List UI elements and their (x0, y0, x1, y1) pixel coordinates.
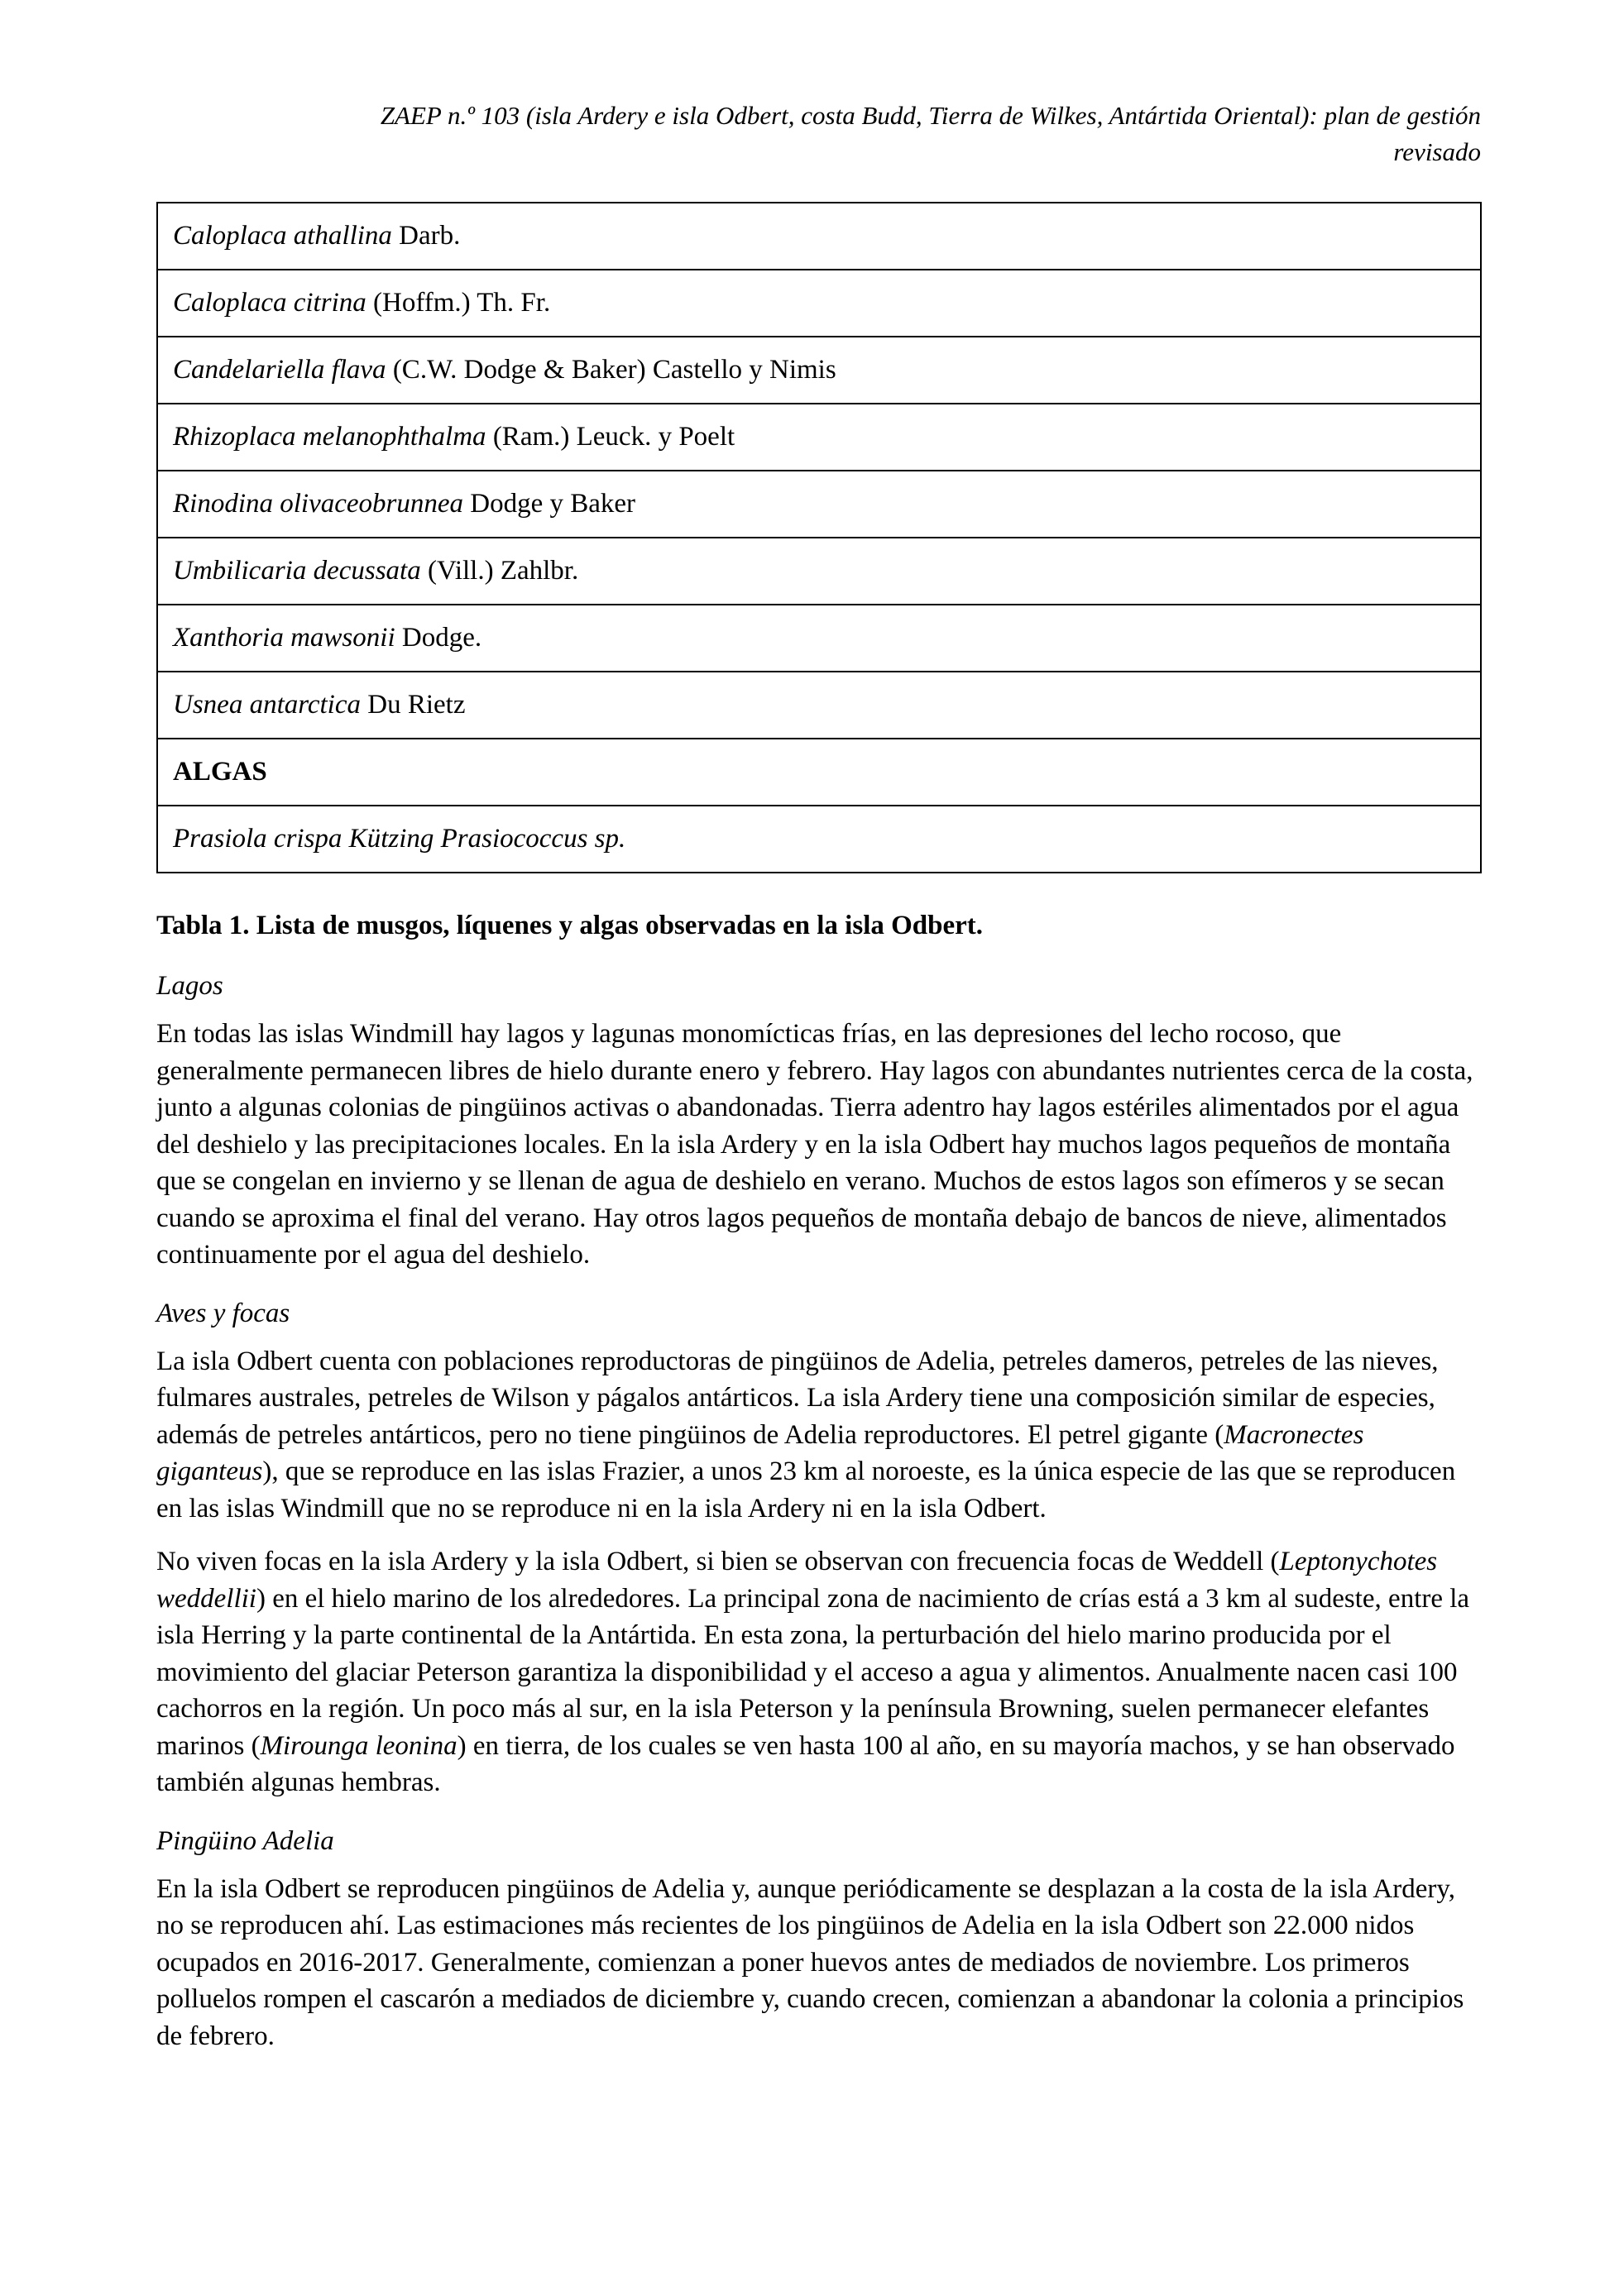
species-authority: Dodge. (395, 623, 482, 653)
species-authority: Dodge y Baker (463, 489, 636, 519)
species-table (156, 202, 1482, 873)
text-run: La isla Odbert cuenta con poblaciones reproductoras de pingüinos de Adelia, petreles dameros, petreles de las nieves, fulmares australes, petreles de Wilson y págalos antárticos. La isla Ardery tiene una composición similar de especies, además de petreles antárticos, pero no tiene pingüinos de Adelia reproductores. El petrel gigante ( (156, 1346, 1439, 1450)
species-authority: Darb. (391, 221, 461, 251)
species-name: Leptonychotes weddellii (156, 1547, 1438, 1614)
species-name: Rhizoplaca melanophthalma (173, 422, 486, 452)
table-row (157, 471, 1481, 538)
species-name: Usnea antarctica (173, 690, 361, 720)
paragraph-pinguino: En la isla Odbert se reproducen pingüinos de Adelia y, aunque periódicamente se desplazan a la costa de la isla Ardery, no se reproducen ahí. Las estimaciones más recientes de los pingüinos de Adelia en la isla Odbert son 22.000 nidos ocupados en 2016-2017. Generalmente, comienzan a poner huevos antes de mediados de noviembre. Los primeros polluelos rompen el cascarón a mediados de diciembre y, cuando crecen, comienzan a abandonar la colonia a principios de febrero. (156, 1873, 1464, 2051)
text-run: ) en tierra, de los cuales se ven hasta 100 al año, en su mayoría machos, y se han observado también algunas hembras. (156, 1730, 1455, 1797)
table-row (157, 270, 1481, 337)
table-row (157, 337, 1481, 404)
algae-species: Prasiola crispa Kützing Prasiococcus sp. (173, 824, 626, 854)
text-run: No viven focas en la isla Ardery y la isla Odbert, si bien se observan con frecuencia focas de Weddell ( (156, 1547, 1280, 1576)
table-cell (157, 203, 1481, 270)
table-cell (157, 337, 1481, 404)
species-name: Caloplaca citrina (173, 288, 366, 318)
table-cell (157, 672, 1481, 739)
species-authority: Du Rietz (361, 690, 466, 720)
page-header (157, 98, 1481, 170)
text-run: ) en el hielo marino de los alrededores. La principal zona de nacimiento de crías está a 3 km al sudeste, entre la isla Herring y la parte continental de la Antártida. En esta zona, la perturbación del hielo marino producida por el movimiento del glaciar Peterson garantiza la disponibilidad y el acceso a agua y alimentos. Anualmente nacen casi 100 cachorros en la región. Un poco más al sur, en la isla Peterson y la península Browning, suelen permanecer elefantes marinos ( (156, 1583, 1470, 1761)
species-authority: (C.W. Dodge & Baker) Castello y Nimis (386, 355, 836, 385)
table-cell (157, 806, 1481, 873)
species-name: Xanthoria mawsonii (173, 623, 395, 653)
header-title-line2: revisado (1393, 137, 1481, 166)
section-title-pinguino: Pingüino Adelia (156, 1825, 334, 1856)
species-name: Mirounga leonina (260, 1730, 457, 1761)
species-name: Candelariella flava (173, 355, 386, 385)
species-authority: (Ram.) Leuck. y Poelt (486, 422, 735, 452)
table-cell (157, 471, 1481, 538)
paragraph-aves-2 (156, 1543, 1482, 1801)
table-cell (157, 605, 1481, 672)
species-authority: (Hoffm.) Th. Fr. (366, 288, 551, 318)
species-name: Caloplaca athallina (173, 221, 392, 251)
table-row (157, 672, 1481, 739)
paragraph-lagos: En todas las islas Windmill hay lagos y lagunas monomícticas frías, en las depresiones del lecho rocoso, que generalmente permanecen libres de hielo durante enero y febrero. Hay lagos con abundantes nutrientes cerca de la costa, junto a algunas colonias de pingüinos activas o abandonadas. Tierra adentro hay lagos estériles alimentados por el agua del deshielo y las precipitaciones locales. En la isla Ardery y en la isla Odbert hay muchos lagos pequeños de montaña que se congelan en invierno y se llenan de agua de deshielo en verano. Muchos de estos lagos son efímeros y se secan cuando se aproxima el final del verano. Hay otros lagos pequeños de montaña debajo de bancos de nieve, alimentados continuamente por el agua del deshielo. (156, 1019, 1473, 1270)
table-cell (157, 404, 1481, 471)
text-run: ), que se reproduce en las islas Frazier, a unos 23 km al noroeste, es la única especie de las que se reproducen en las islas Windmill que no se reproduce ni en la isla Ardery ni en la isla Odbert. (156, 1457, 1456, 1523)
table-cell (157, 538, 1481, 605)
header-title-line1: ZAEP n.º 103 (isla Ardery e isla Odbert, costa Budd, Tierra de Wilkes, Antártida Oriental): plan de gestión (380, 101, 1481, 130)
species-authority: (Vill.) Zahlbr. (420, 556, 579, 586)
species-name: Macronectes giganteus (156, 1419, 1364, 1486)
table-cell (157, 270, 1481, 337)
species-name: Umbilicaria decussata (173, 556, 421, 586)
table-caption: Tabla 1. Lista de musgos, líquenes y algas observadas en la isla Odbert. (156, 911, 984, 940)
table-row (157, 404, 1481, 471)
section-title-aves: Aves y focas (156, 1298, 290, 1328)
section-title-lagos: Lagos (156, 971, 223, 1001)
species-name: Rinodina olivaceobrunnea (173, 489, 464, 519)
algae-heading: ALGAS (157, 739, 1481, 806)
table-row (157, 605, 1481, 672)
table-row (157, 203, 1481, 270)
table-row-heading (157, 739, 1481, 806)
table-row (157, 806, 1481, 873)
document-body (156, 968, 1482, 2071)
paragraph-aves-1 (156, 1343, 1482, 1528)
table-row (157, 538, 1481, 605)
